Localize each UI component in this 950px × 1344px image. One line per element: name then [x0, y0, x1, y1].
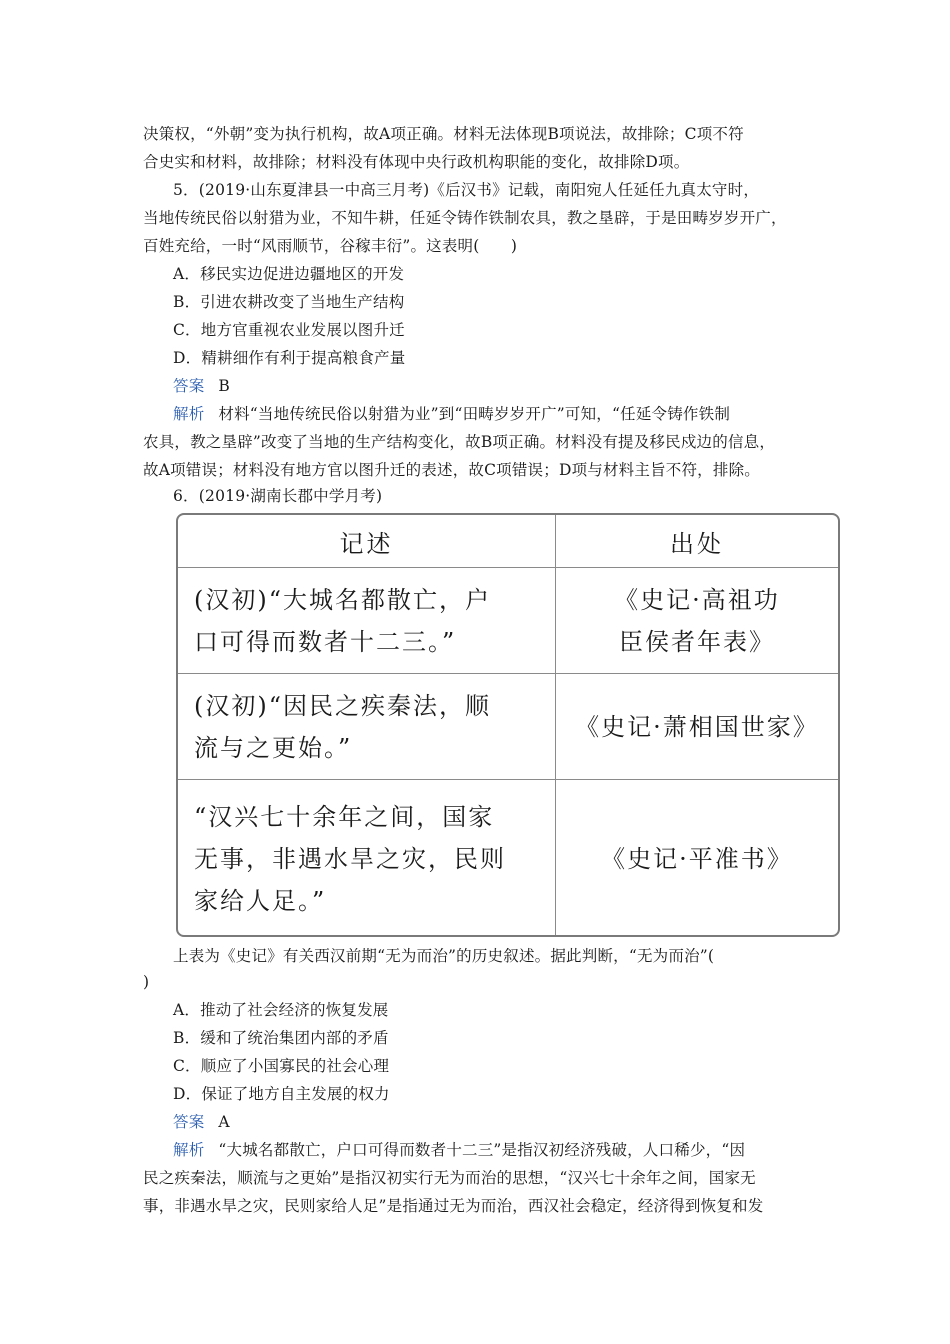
q6-stem: 6．(2019·湖南长郡中学月考): [173, 487, 383, 505]
table-cell-record: (汉初)“大城名都散亡，户 口可得而数者十二三。”: [178, 568, 556, 674]
q6-stem: 上表为《史记》有关西汉前期“无为而治”的历史叙述。据此判断，“无为而治”(: [173, 947, 715, 965]
answer-label: 答案: [173, 377, 205, 395]
table-row: [178, 674, 838, 780]
table-cell-source: 《史记·萧相国世家》: [556, 674, 839, 780]
answer-label: 答案: [173, 1113, 205, 1131]
answer-value: A: [218, 1113, 230, 1131]
analysis-text: 材料“当地传统民俗以射猎为业”到“田畴岁岁开广”可知，“任延令铸作铁制: [218, 405, 731, 423]
analysis-text: “大城名都散亡，户口可得而数者十二三”是指汉初经济残破，人口稀少，“因: [218, 1141, 746, 1159]
table-header-source: 出处: [556, 515, 839, 568]
table-cell-source: 《史记·高祖功 臣侯者年表》: [556, 568, 839, 674]
q5-option-c: C．地方官重视农业发展以图升迁: [173, 321, 405, 339]
q6-option-c: C．顺应了小国寡民的社会心理: [173, 1057, 390, 1075]
q6-analysis: [173, 1140, 853, 1160]
table-row: [178, 568, 838, 674]
q5-answer: [173, 376, 853, 396]
q6-analysis: 民之疾秦法，顺流与之更始”是指汉初实行无为而治的思想，“汉兴七十余年之间，国家无: [143, 1169, 756, 1187]
table-row: [178, 780, 838, 938]
q6-answer: [173, 1112, 853, 1132]
table-cell-record: (汉初)“因民之疾秦法，顺 流与之更始。”: [178, 674, 556, 780]
table-cell-record: “汉兴七十余年之间，国家 无事，非遇水旱之灾，民则 家给人足。”: [178, 780, 556, 938]
q6-option-b: B．缓和了统治集团内部的矛盾: [173, 1029, 389, 1047]
q5-option-a: A．移民实边促进边疆地区的开发: [173, 265, 405, 283]
prev-explanation-line: 合史实和材料，故排除；材料没有体现中央行政机构职能的变化，故排除D项。: [143, 153, 690, 171]
table-header-row: [178, 515, 838, 568]
q6-option-d: D．保证了地方自主发展的权力: [173, 1085, 390, 1103]
q5-stem: 5．(2019·山东夏津县一中高三月考)《后汉书》记载，南阳宛人任延任九真太守时，: [173, 181, 760, 199]
table-header-record: 记述: [178, 515, 556, 568]
q6-option-a: A．推动了社会经济的恢复发展: [173, 1001, 389, 1019]
answer-value: B: [218, 377, 230, 395]
analysis-label: 解析: [173, 1141, 205, 1159]
q6-analysis: 事，非遇水旱之灾，民则家给人足”是指通过无为而治，西汉社会稳定，经济得到恢复和发: [143, 1197, 764, 1215]
q5-stem: 当地传统民俗以射猎为业，不知牛耕，任延令铸作铁制农具，教之垦辟，于是田畴岁岁开广，: [143, 209, 787, 227]
q5-analysis: 农具，教之垦辟”改变了当地的生产结构变化，故B项正确。材料没有提及移民戍边的信息，: [143, 433, 776, 451]
q5-option-d: D．精耕细作有利于提高粮食产量: [173, 349, 406, 367]
source-table: [176, 513, 840, 937]
analysis-label: 解析: [173, 405, 205, 423]
q5-option-b: B．引进农耕改变了当地生产结构: [173, 293, 405, 311]
table-cell-source: 《史记·平准书》: [556, 780, 839, 938]
q6-stem: ): [143, 973, 150, 991]
prev-explanation-line: 决策权，“外朝”变为执行机构，故A项正确。材料无法体现B项说法，故排除；C项不符: [143, 125, 744, 143]
q5-stem: 百姓充给，一时“风雨顺节，谷稼丰衍”。这表明( ): [143, 237, 518, 255]
q5-analysis: 故A项错误；材料没有地方官以图升迁的表述，故C项错误；D项与材料主旨不符，排除。: [143, 461, 760, 479]
q5-analysis: [173, 404, 853, 424]
